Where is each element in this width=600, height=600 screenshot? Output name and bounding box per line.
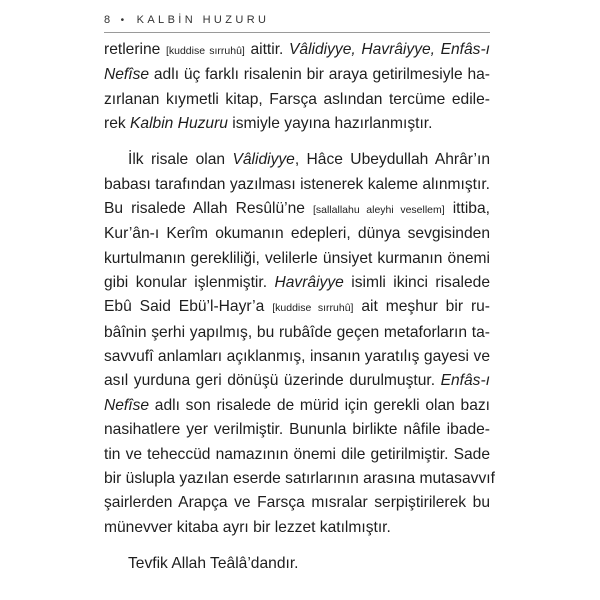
text-run: Bu risalede Allah Resûlü’ne xyxy=(104,200,313,218)
text-line xyxy=(104,88,490,112)
text-run: nasihatlere yer verilmiştir. Bununla birlikte nâfile ibade- xyxy=(104,421,490,439)
text-line xyxy=(104,295,490,320)
page-number: 8 xyxy=(104,14,111,26)
paragraph xyxy=(104,148,495,540)
text-run: aittir. xyxy=(244,41,289,58)
text-run: İlk risale olan xyxy=(128,151,233,169)
text-line xyxy=(104,112,490,136)
text-line xyxy=(104,443,490,467)
text-run: münevver kitaba ayrı bir lezzet katılmıştır. xyxy=(104,518,391,536)
text-line xyxy=(104,197,490,222)
text-line xyxy=(104,63,490,87)
header-text xyxy=(104,14,269,26)
text-run: kurtulmanın gerekliliği, velilerle ünsiyet kurmanın önemi xyxy=(104,249,490,267)
text-line xyxy=(104,394,490,418)
text-run: adlı üç farklı risalenin bir araya getirilmesiyle ha- xyxy=(149,66,490,84)
text-run: Kur’ân-ı Kerîm okumanın edepleri, dünya sevgisinden xyxy=(104,225,490,243)
text-line xyxy=(104,369,490,393)
text-run: savvufî anlamları açıklanmış, insanın yaratılış gayesi ve xyxy=(104,348,490,366)
text-line xyxy=(104,222,490,246)
italic-title: Vâlidiyye xyxy=(232,151,295,169)
paragraph xyxy=(104,38,490,136)
paragraph xyxy=(104,552,490,576)
text-line xyxy=(104,552,490,576)
text-run: isimli ikinci risalede xyxy=(343,274,490,292)
text-line xyxy=(104,516,490,540)
text-run: asıl yurduna geri dönüşü üzerinde durulmuştur. xyxy=(104,372,441,390)
honorific-note: [kuddise sırruhû] xyxy=(165,45,245,57)
text-line xyxy=(104,271,490,295)
text-line xyxy=(104,173,490,197)
italic-title: Havrâiyye xyxy=(274,274,344,292)
text-run: gibi konular işlenmiştir. xyxy=(104,274,275,292)
honorific-note: [sallallahu aleyhi vesellem] xyxy=(312,204,445,217)
italic-title: Nefîse xyxy=(104,66,150,84)
text-run: Tevfik Allah Teâlâ’dandır. xyxy=(128,554,299,572)
text-line xyxy=(104,38,490,63)
text-line xyxy=(104,321,490,345)
text-run: tin ve teheccüd namazının önemi dile getirilmiştir. Sade xyxy=(104,445,490,463)
italic-title: Vâlidiyye, Havrâiyye, Enfâs-ı xyxy=(289,41,491,58)
text-run: rek xyxy=(104,115,130,133)
text-line xyxy=(104,467,495,491)
text-run: babası tarafından yazılması istenerek kaleme alınmıştır. xyxy=(104,175,490,193)
text-run: ittiba, xyxy=(444,200,490,218)
italic-title: Enfâs-ı xyxy=(440,372,490,390)
text-run: bâînin şerhi yapılmış, bu rubâîde geçen metaforların ta- xyxy=(104,323,490,341)
bullet-separator: • xyxy=(120,15,125,26)
honorific-note: [kuddise sırruhû] xyxy=(272,302,354,315)
text-run: zırlanan kıymetli kitap, Farsça aslından tercüme edile- xyxy=(104,90,490,108)
text-run: ismiyle yayına hazırlanmıştır. xyxy=(227,115,433,133)
italic-title: Nefîse xyxy=(104,396,150,414)
running-title: KALBİN HUZURU xyxy=(136,14,270,26)
page-body xyxy=(104,38,495,576)
italic-title: Kalbin Huzuru xyxy=(130,115,228,133)
text-line xyxy=(104,247,490,271)
text-run: bir üslupla yazılan eserde satırlarının arasına mutasavvıf xyxy=(104,469,495,487)
text-run: retlerine xyxy=(104,41,166,58)
text-run: Ebû Said Ebü’l-Hayr’a xyxy=(104,298,273,316)
text-line xyxy=(104,345,490,369)
text-run: şairlerden Arapça ve Farsça mısralar serpiştirilerek bu xyxy=(104,494,490,512)
text-run: ait meşhur bir ru- xyxy=(353,298,490,316)
text-line xyxy=(104,491,490,515)
text-line xyxy=(104,418,490,442)
text-line xyxy=(104,148,490,172)
text-run: adlı son risalede de mürid için gerekli olan bazı xyxy=(149,396,490,414)
text-run: , Hâce Ubeydullah Ahrâr’ın xyxy=(294,151,491,169)
running-header xyxy=(104,10,490,33)
